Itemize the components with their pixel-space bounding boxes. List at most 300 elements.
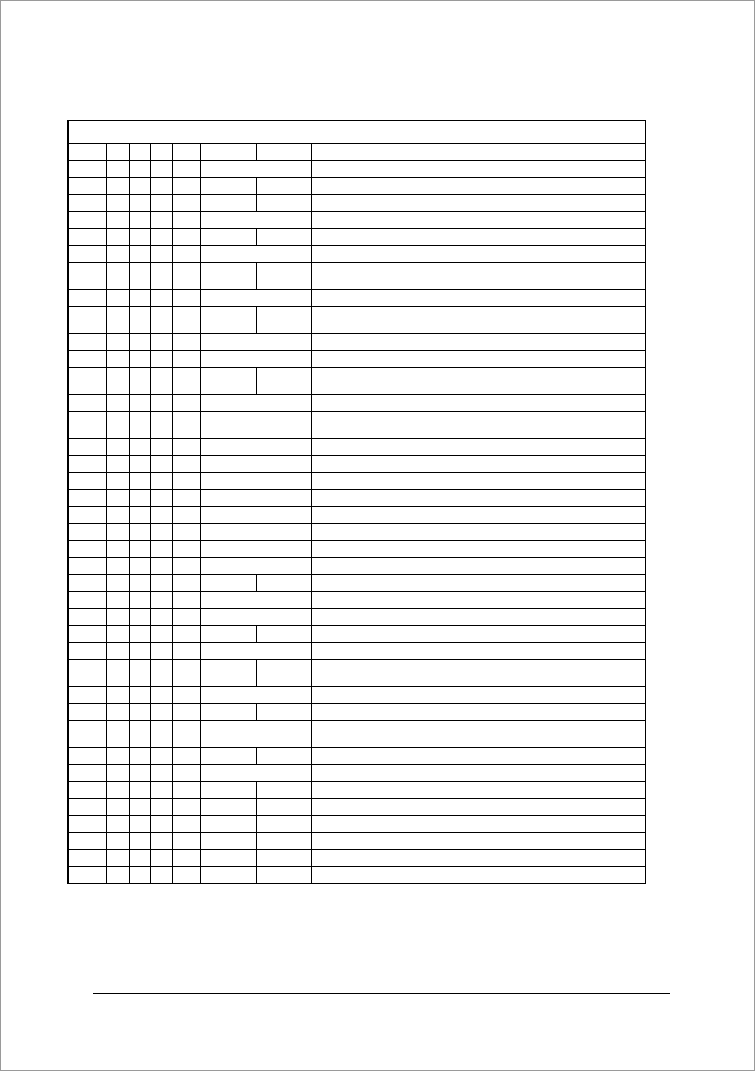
table-cell <box>200 748 256 765</box>
table-cell <box>150 524 172 541</box>
table-cell <box>150 368 172 395</box>
table-cell <box>311 765 645 782</box>
table-cell <box>129 246 150 263</box>
table-cell <box>172 473 200 490</box>
table-cell <box>150 334 172 351</box>
table-cell <box>172 144 200 161</box>
table-cell <box>172 263 200 290</box>
table-cell <box>311 687 645 704</box>
table-cell <box>172 178 200 195</box>
table-row <box>68 307 645 334</box>
table-cell <box>129 290 150 307</box>
table-cell <box>129 368 150 395</box>
table-cell <box>172 782 200 799</box>
table-cell <box>68 490 106 507</box>
table-cell <box>311 575 645 592</box>
table-cell <box>150 748 172 765</box>
table-cell <box>129 799 150 816</box>
table-cell <box>150 799 172 816</box>
table-cell <box>68 558 106 575</box>
table-cell <box>256 368 311 395</box>
table-cell <box>106 212 129 229</box>
table-cell <box>150 850 172 867</box>
table-cell <box>68 178 106 195</box>
table-cell <box>68 626 106 643</box>
table-row <box>68 212 645 229</box>
table-cell <box>172 246 200 263</box>
table-cell <box>311 626 645 643</box>
table-cell <box>129 592 150 609</box>
table-cell <box>68 507 106 524</box>
table-cell <box>311 490 645 507</box>
table-cell <box>200 161 311 178</box>
table-cell <box>172 524 200 541</box>
table-cell <box>106 334 129 351</box>
table-cell <box>311 161 645 178</box>
table-cell <box>256 178 311 195</box>
table-cell <box>200 867 256 884</box>
table-cell <box>200 368 256 395</box>
table-cell <box>256 833 311 850</box>
table-cell <box>256 626 311 643</box>
table-cell <box>256 307 311 334</box>
table-cell <box>311 643 645 660</box>
table-cell <box>150 412 172 439</box>
table-cell <box>150 816 172 833</box>
table-row <box>68 867 645 884</box>
table-cell <box>150 490 172 507</box>
table-row <box>68 524 645 541</box>
table-cell <box>68 473 106 490</box>
table-cell <box>150 558 172 575</box>
table-cell <box>311 799 645 816</box>
table-cell <box>68 541 106 558</box>
table-cell <box>106 456 129 473</box>
table-cell <box>129 626 150 643</box>
table-row <box>68 687 645 704</box>
table-cell <box>256 748 311 765</box>
table-cell <box>129 687 150 704</box>
table-cell <box>311 541 645 558</box>
table-cell <box>150 660 172 687</box>
table-row <box>68 334 645 351</box>
table-cell <box>68 351 106 368</box>
table-row <box>68 490 645 507</box>
table-cell <box>129 307 150 334</box>
table-row <box>68 144 645 161</box>
table-cell <box>311 867 645 884</box>
table-cell <box>68 850 106 867</box>
table-cell <box>106 575 129 592</box>
table-cell <box>68 704 106 721</box>
table-cell <box>172 721 200 748</box>
table-row <box>68 412 645 439</box>
table-cell <box>172 412 200 439</box>
table-cell <box>200 541 311 558</box>
table-cell <box>172 351 200 368</box>
table-cell <box>200 290 311 307</box>
table-cell <box>68 609 106 626</box>
table-cell <box>68 799 106 816</box>
table-cell <box>129 212 150 229</box>
table-cell <box>68 456 106 473</box>
table-cell <box>68 592 106 609</box>
table-cell <box>106 473 129 490</box>
table-cell <box>68 395 106 412</box>
table-cell <box>68 334 106 351</box>
table-row <box>68 439 645 456</box>
table-cell <box>106 558 129 575</box>
table-cell <box>129 867 150 884</box>
table-cell <box>68 833 106 850</box>
table-cell <box>150 178 172 195</box>
table-cell <box>172 456 200 473</box>
table-cell <box>200 799 256 816</box>
table-row <box>68 541 645 558</box>
table-row <box>68 263 645 290</box>
table-cell <box>129 833 150 850</box>
table-cell <box>129 263 150 290</box>
table-cell <box>256 229 311 246</box>
table-cell <box>200 144 256 161</box>
table-cell <box>106 161 129 178</box>
table-cell <box>106 816 129 833</box>
table-cell <box>311 507 645 524</box>
table-cell <box>311 395 645 412</box>
table-cell <box>172 816 200 833</box>
table-cell <box>106 748 129 765</box>
table-cell <box>129 334 150 351</box>
data-table <box>67 120 646 884</box>
table-cell <box>150 765 172 782</box>
table-cell <box>172 867 200 884</box>
table-cell <box>172 290 200 307</box>
table-row <box>68 850 645 867</box>
table-cell <box>311 721 645 748</box>
table-cell <box>172 592 200 609</box>
table-row <box>68 816 645 833</box>
table-cell <box>106 412 129 439</box>
table-cell <box>129 721 150 748</box>
table-cell <box>311 178 645 195</box>
table-cell <box>200 765 311 782</box>
table-cell <box>106 439 129 456</box>
table-cell <box>150 212 172 229</box>
table-cell <box>200 395 311 412</box>
table-cell <box>150 195 172 212</box>
table-cell <box>150 592 172 609</box>
table-cell <box>150 229 172 246</box>
table-cell <box>68 575 106 592</box>
table-cell <box>200 704 256 721</box>
table-cell <box>106 541 129 558</box>
table-cell <box>129 575 150 592</box>
table-cell <box>311 782 645 799</box>
table-cell <box>150 307 172 334</box>
table-cell <box>311 592 645 609</box>
table-row <box>68 290 645 307</box>
table-cell <box>150 395 172 412</box>
table-row <box>68 195 645 212</box>
table-cell <box>200 439 311 456</box>
table-cell <box>172 765 200 782</box>
table-cell <box>106 867 129 884</box>
table-cell <box>106 643 129 660</box>
table-cell <box>200 643 311 660</box>
table-cell <box>129 473 150 490</box>
table-cell <box>311 473 645 490</box>
table-title-row <box>68 121 645 144</box>
table-cell <box>106 307 129 334</box>
table-cell <box>68 867 106 884</box>
table-cell <box>311 609 645 626</box>
table-cell <box>172 334 200 351</box>
table-cell <box>311 246 645 263</box>
table-cell <box>68 229 106 246</box>
table-cell <box>172 541 200 558</box>
table-cell <box>150 507 172 524</box>
table-cell <box>129 765 150 782</box>
table-cell <box>200 229 256 246</box>
table-cell <box>150 575 172 592</box>
table-cell <box>106 246 129 263</box>
table-cell <box>68 816 106 833</box>
table-cell <box>311 524 645 541</box>
table-row <box>68 782 645 799</box>
table-cell <box>311 439 645 456</box>
table-cell <box>129 643 150 660</box>
table-cell <box>172 626 200 643</box>
table-row <box>68 368 645 395</box>
table-cell <box>256 195 311 212</box>
table-cell <box>311 334 645 351</box>
table-cell <box>68 643 106 660</box>
table-cell <box>68 687 106 704</box>
table-row <box>68 626 645 643</box>
table-cell <box>172 307 200 334</box>
table-cell <box>200 558 311 575</box>
table-cell <box>311 456 645 473</box>
table-cell <box>311 290 645 307</box>
table-cell <box>106 368 129 395</box>
table-cell <box>68 161 106 178</box>
table-cell <box>172 643 200 660</box>
table-cell <box>311 748 645 765</box>
table-cell <box>68 439 106 456</box>
table-cell <box>129 439 150 456</box>
table-cell <box>129 558 150 575</box>
table-row <box>68 161 645 178</box>
table-cell <box>200 195 256 212</box>
table-cell <box>311 833 645 850</box>
table-cell <box>256 782 311 799</box>
table-cell <box>172 212 200 229</box>
table-cell <box>200 456 311 473</box>
table-cell <box>150 439 172 456</box>
table-cell <box>106 592 129 609</box>
table-cell <box>106 195 129 212</box>
table-cell <box>150 643 172 660</box>
table-cell <box>106 351 129 368</box>
table-cell <box>172 609 200 626</box>
table-cell <box>129 609 150 626</box>
table-cell <box>200 816 256 833</box>
table-cell <box>311 412 645 439</box>
table-cell <box>200 212 311 229</box>
table-row <box>68 178 645 195</box>
table-cell <box>68 660 106 687</box>
table-cell <box>172 687 200 704</box>
table-cell <box>256 816 311 833</box>
table-cell <box>172 395 200 412</box>
table-cell <box>311 212 645 229</box>
table-cell <box>106 263 129 290</box>
table-cell <box>106 687 129 704</box>
table-cell <box>129 161 150 178</box>
table-cell <box>129 178 150 195</box>
table-cell <box>68 721 106 748</box>
table-row <box>68 395 645 412</box>
footer-rule <box>93 993 670 994</box>
table-cell <box>256 263 311 290</box>
table-title-cell <box>68 121 645 144</box>
table-cell <box>68 195 106 212</box>
table-cell <box>311 558 645 575</box>
table-cell <box>129 850 150 867</box>
table-cell <box>311 816 645 833</box>
table-row <box>68 558 645 575</box>
table-cell <box>256 867 311 884</box>
table-cell <box>129 351 150 368</box>
table-row <box>68 229 645 246</box>
table-cell <box>200 660 256 687</box>
table-cell <box>172 368 200 395</box>
table-cell <box>172 660 200 687</box>
table-row <box>68 473 645 490</box>
table-row <box>68 592 645 609</box>
table-cell <box>200 412 311 439</box>
table-cell <box>150 704 172 721</box>
table-cell <box>129 412 150 439</box>
table-cell <box>172 161 200 178</box>
table-cell <box>311 229 645 246</box>
table-cell <box>106 229 129 246</box>
table-cell <box>311 307 645 334</box>
table-cell <box>129 704 150 721</box>
table-row <box>68 704 645 721</box>
table-cell <box>311 850 645 867</box>
table-cell <box>106 609 129 626</box>
table-cell <box>106 704 129 721</box>
table-cell <box>106 490 129 507</box>
table-cell <box>150 541 172 558</box>
table-body <box>68 121 645 884</box>
table-cell <box>106 178 129 195</box>
table-cell <box>106 626 129 643</box>
table-cell <box>200 626 256 643</box>
table-cell <box>256 850 311 867</box>
table-cell <box>150 721 172 748</box>
table-cell <box>129 524 150 541</box>
table-row <box>68 507 645 524</box>
table-cell <box>129 490 150 507</box>
table-cell <box>106 765 129 782</box>
table-cell <box>311 704 645 721</box>
table-cell <box>200 833 256 850</box>
table-cell <box>68 290 106 307</box>
table-cell <box>200 307 256 334</box>
table-cell <box>172 507 200 524</box>
table-row <box>68 765 645 782</box>
table-cell <box>68 368 106 395</box>
table-cell <box>311 195 645 212</box>
table-cell <box>150 833 172 850</box>
table-cell <box>256 660 311 687</box>
table-cell <box>200 687 311 704</box>
table-row <box>68 351 645 368</box>
table-cell <box>129 541 150 558</box>
table-cell <box>150 290 172 307</box>
table-row <box>68 721 645 748</box>
table-cell <box>129 748 150 765</box>
table-cell <box>106 660 129 687</box>
table-cell <box>150 473 172 490</box>
table-cell <box>200 575 256 592</box>
table-row <box>68 748 645 765</box>
table-cell <box>200 263 256 290</box>
table-cell <box>256 704 311 721</box>
table-cell <box>150 144 172 161</box>
table-cell <box>150 687 172 704</box>
table-row <box>68 660 645 687</box>
table-cell <box>172 704 200 721</box>
table-cell <box>150 867 172 884</box>
table-cell <box>311 351 645 368</box>
table-cell <box>129 395 150 412</box>
table-cell <box>311 144 645 161</box>
table-row <box>68 833 645 850</box>
table-cell <box>68 307 106 334</box>
table-cell <box>172 850 200 867</box>
table-cell <box>311 368 645 395</box>
table-cell <box>150 609 172 626</box>
table-row <box>68 246 645 263</box>
table-row <box>68 456 645 473</box>
table-cell <box>200 246 311 263</box>
table-cell <box>129 660 150 687</box>
table-cell <box>106 782 129 799</box>
table-cell <box>68 144 106 161</box>
table-cell <box>200 850 256 867</box>
table-cell <box>200 524 311 541</box>
table-cell <box>129 782 150 799</box>
table-row <box>68 643 645 660</box>
table-cell <box>68 212 106 229</box>
table-cell <box>200 178 256 195</box>
table-cell <box>106 507 129 524</box>
table-cell <box>129 229 150 246</box>
table-cell <box>106 395 129 412</box>
table-cell <box>68 524 106 541</box>
table-cell <box>129 507 150 524</box>
table-cell <box>106 524 129 541</box>
table-cell <box>311 660 645 687</box>
table-cell <box>172 229 200 246</box>
table-cell <box>150 351 172 368</box>
table-row <box>68 799 645 816</box>
table-cell <box>150 161 172 178</box>
table-cell <box>68 246 106 263</box>
